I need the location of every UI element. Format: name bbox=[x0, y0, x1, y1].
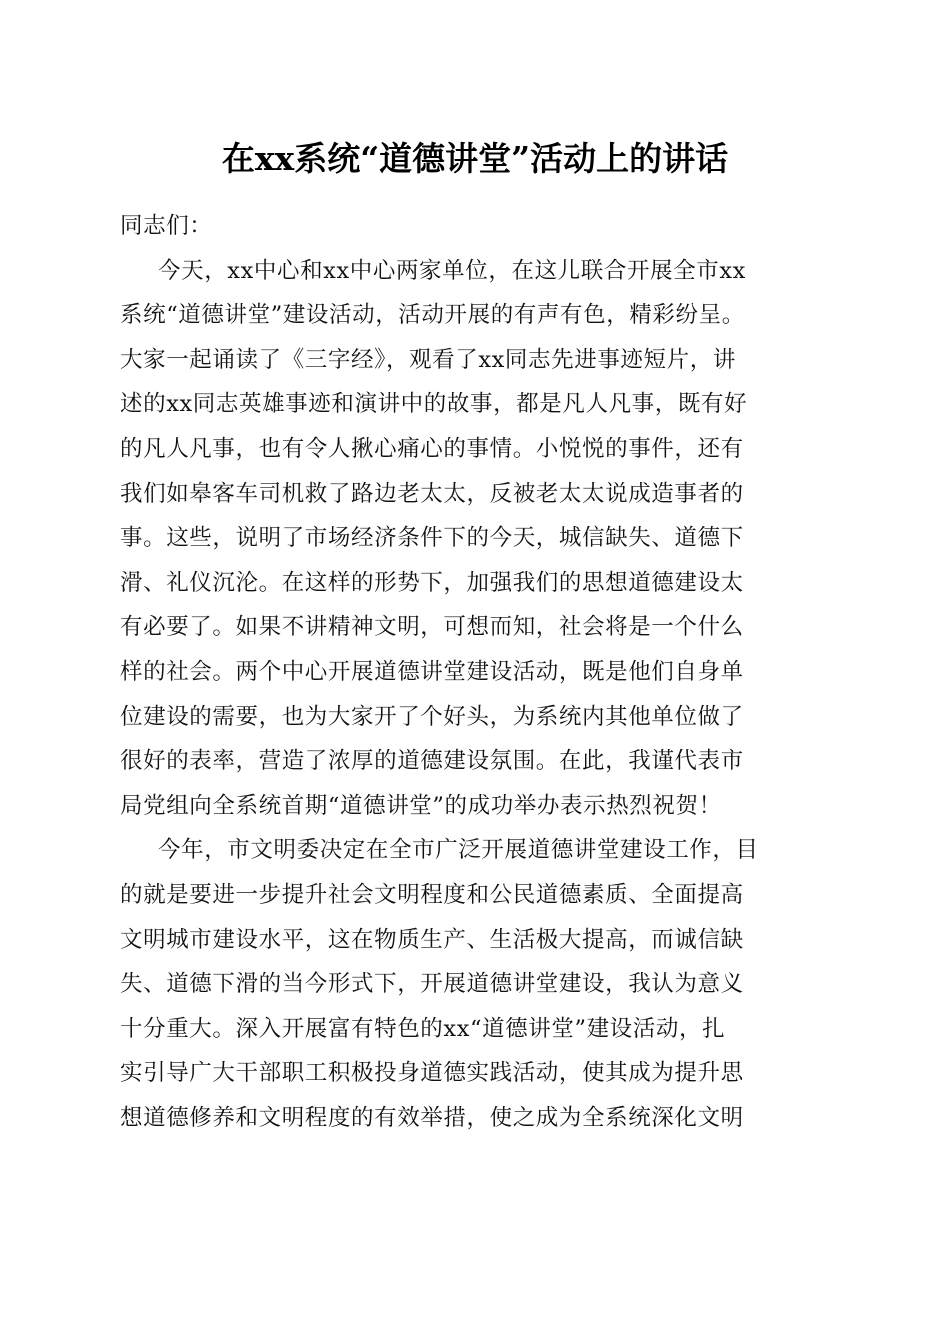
paragraph-line: 系统“道德讲堂”建设活动，活动开展的有声有色，精彩纷呈。 bbox=[120, 302, 745, 329]
paragraph-line: 局党组向全系统首期“道德讲堂”的成功举办表示热烈祝贺！ bbox=[120, 792, 722, 819]
document-title: 在xx系统“道德讲堂”活动上的讲话 bbox=[221, 139, 729, 178]
paragraph-line: 今年，市文明委决定在全市广泛开展道德讲堂建设工作，目 bbox=[158, 837, 759, 864]
paragraph-line: 想道德修养和文明程度的有效举措，使之成为全系统深化文明 bbox=[120, 1104, 744, 1131]
paragraph-line: 样的社会。两个中心开展道德讲堂建设活动，既是他们自身单 bbox=[120, 658, 744, 685]
paragraph-line: 文明城市建设水平，这在物质生产、生活极大提高，而诚信缺 bbox=[120, 926, 744, 953]
paragraph-line: 十分重大。深入开展富有特色的xx“道德讲堂”建设活动，扎 bbox=[120, 1015, 726, 1042]
paragraph-line: 实引导广大干部职工积极投身道德实践活动，使其成为提升思 bbox=[120, 1060, 744, 1087]
paragraph-line: 述的xx同志英雄事迹和演讲中的故事，都是凡人凡事，既有好 bbox=[120, 391, 748, 418]
paragraph-line: 大家一起诵读了《三字经》，观看了xx同志先进事迹短片，讲 bbox=[120, 346, 736, 373]
paragraph-line: 的就是要进一步提升社会文明程度和公民道德素质、全面提高 bbox=[120, 881, 744, 908]
paragraph-line: 事。这些，说明了市场经济条件下的今天，城信缺失、道德下 bbox=[120, 525, 744, 552]
document-body bbox=[120, 204, 826, 1140]
paragraph-line: 的凡人凡事，也有令人揪心痛心的事情。小悦悦的事件，还有 bbox=[120, 435, 744, 462]
paragraph-line: 我们如皋客车司机救了路边老太太，反被老太太说成造事者的 bbox=[120, 480, 744, 507]
paragraph-line: 位建设的需要，也为大家开了个好头，为系统内其他单位做了 bbox=[120, 703, 744, 730]
paragraph-line: 今天，xx中心和xx中心两家单位，在这儿联合开展全市xx bbox=[158, 257, 746, 284]
paragraph-line: 失、道德下滑的当今形式下，开展道德讲堂建设，我认为意义 bbox=[120, 971, 744, 998]
salutation-line: 同志们： bbox=[120, 213, 213, 239]
paragraph-line: 很好的表率，营造了浓厚的道德建设氛围。在此，我谨代表市 bbox=[120, 748, 744, 775]
paragraph-line: 有必要了。如果不讲精神文明，可想而知，社会将是一个什么 bbox=[120, 614, 744, 641]
paragraph-line: 滑、礼仪沉沦。在这样的形势下，加强我们的思想道德建设太 bbox=[120, 569, 744, 596]
